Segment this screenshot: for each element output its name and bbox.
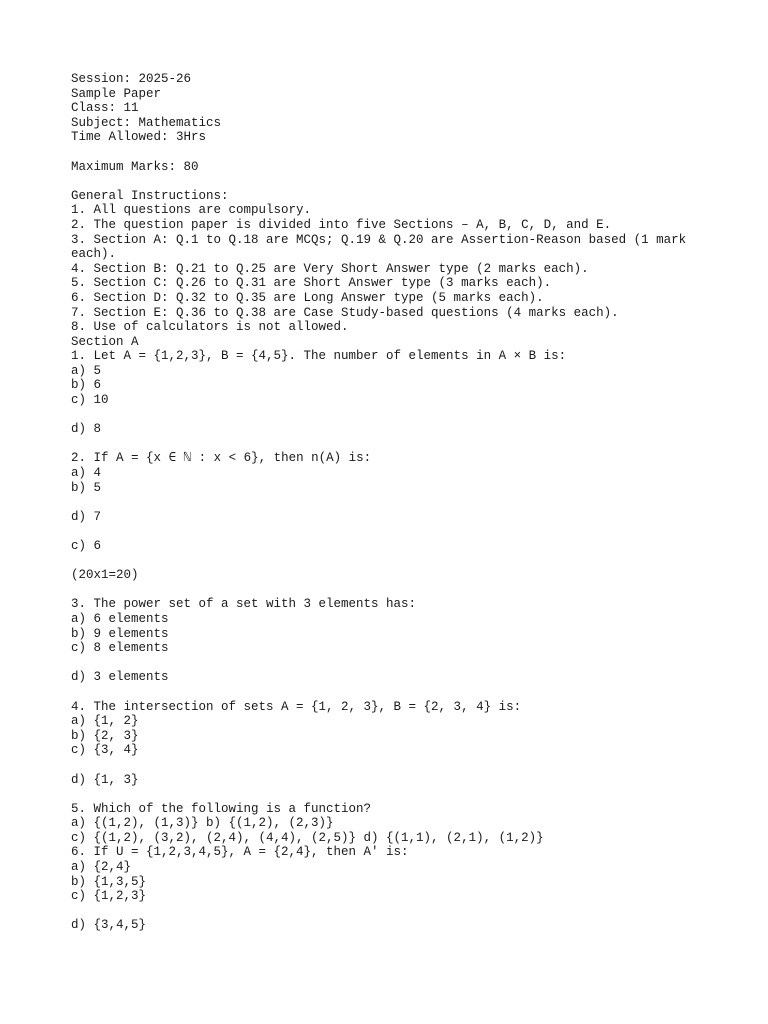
option-c: c) 10 [71, 393, 109, 408]
option-a: a) {2,4} [71, 860, 132, 875]
question-4 [71, 700, 711, 802]
question-text: 4. The intersection of sets A = {1, 2, 3}, B = {2, 3, 4} is: [71, 699, 522, 714]
blank-line [71, 408, 711, 423]
question-5 [71, 802, 711, 846]
instruction-item: 8. Use of calculators is not allowed. [71, 320, 349, 335]
question-paper [71, 72, 711, 933]
option-a: a) 5 [71, 363, 102, 378]
section-heading: Section A [71, 334, 139, 349]
option-b: b) {2, 3} [71, 728, 139, 743]
option-c: c) 8 elements [71, 641, 169, 656]
instruction-item: 2. The question paper is divided into five Sections – A, B, C, D, and E. [71, 217, 612, 232]
option-d: d) 7 [71, 509, 102, 524]
option-d: d) {3,4,5} [71, 918, 147, 933]
instruction-item: 3. Section A: Q.1 to Q.18 are MCQs; Q.19 & Q.20 are Assertion-Reason based (1 mark each). [71, 232, 694, 262]
option-d: d) {1, 3} [71, 772, 139, 787]
instruction-item: 4. Section B: Q.21 to Q.25 are Very Short Answer type (2 marks each). [71, 261, 589, 276]
question-text: 6. If U = {1,2,3,4,5}, A = {2,4}, then A' is: [71, 845, 409, 860]
option-c: c) {3, 4} [71, 743, 139, 758]
time-allowed-line: Time Allowed: 3Hrs [71, 130, 207, 145]
question-text: 3. The power set of a set with 3 elements has: [71, 597, 417, 612]
question-6 [71, 845, 711, 933]
option-b: b) 9 elements [71, 626, 169, 641]
instruction-item: 7. Section E: Q.36 to Q.38 are Case Study-based questions (4 marks each). [71, 305, 619, 320]
blank-line [71, 583, 711, 598]
blank-line [71, 758, 711, 773]
blank-line [71, 495, 711, 510]
instruction-item: 6. Section D: Q.32 to Q.35 are Long Answer type (5 marks each). [71, 290, 544, 305]
section-a [71, 335, 711, 933]
options-a-b: a) {(1,2), (1,3)} b) {(1,2), (2,3)} [71, 816, 334, 831]
blank-line [71, 656, 711, 671]
instruction-item: 1. All questions are compulsory. [71, 203, 312, 218]
question-1 [71, 349, 711, 451]
instruction-item: 5. Section C: Q.26 to Q.31 are Short Answer type (3 marks each). [71, 276, 552, 291]
instructions-heading: General Instructions: [71, 188, 229, 203]
option-b: b) 5 [71, 480, 102, 495]
question-text: 1. Let A = {1,2,3}, B = {4,5}. The number of elements in A × B is: [71, 349, 567, 364]
question-3 [71, 597, 711, 699]
blank-line [71, 145, 711, 160]
max-marks-line: Maximum Marks: 80 [71, 159, 199, 174]
option-c: c) {1,2,3} [71, 889, 147, 904]
blank-line [71, 524, 711, 539]
option-d: d) 3 elements [71, 670, 169, 685]
option-a: a) 4 [71, 466, 102, 481]
option-b: b) {1,3,5} [71, 874, 147, 889]
section-marks-note: (20x1=20) [71, 568, 139, 583]
option-a: a) {1, 2} [71, 714, 139, 729]
question-text: 2. If A = {x ∈ ℕ : x < 6}, then n(A) is: [71, 451, 372, 466]
option-a: a) 6 elements [71, 611, 169, 626]
option-d: d) 8 [71, 422, 102, 437]
paper-type-line: Sample Paper [71, 86, 162, 101]
blank-line [71, 174, 711, 189]
class-line: Class: 11 [71, 101, 139, 116]
blank-line [71, 685, 711, 700]
options-c-d: c) {(1,2), (3,2), (2,4), (4,4), (2,5)} d) {(1,1), (2,1), (1,2)} [71, 830, 544, 845]
subject-line: Subject: Mathematics [71, 115, 222, 130]
blank-line [71, 787, 711, 802]
paper-header [71, 72, 711, 189]
question-2 [71, 451, 711, 568]
blank-line [71, 437, 711, 452]
option-b: b) 6 [71, 378, 102, 393]
option-c: c) 6 [71, 539, 102, 553]
blank-line [71, 554, 711, 569]
general-instructions [71, 189, 711, 335]
session-line: Session: 2025-26 [71, 72, 192, 86]
question-text: 5. Which of the following is a function? [71, 801, 372, 816]
blank-line [71, 904, 711, 919]
